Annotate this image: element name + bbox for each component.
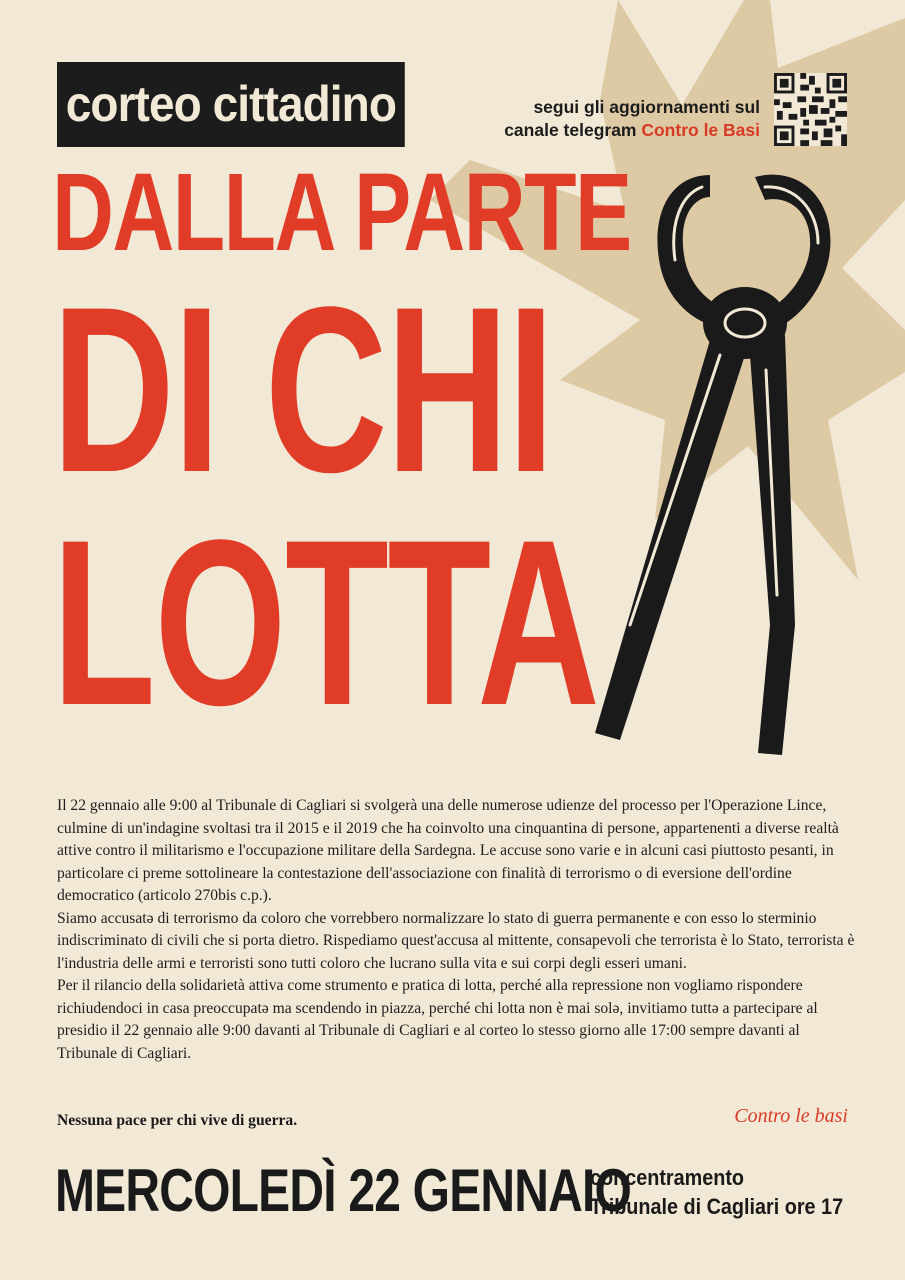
event-date: MERCOLEDÌ 22 GENNAIO (55, 1157, 632, 1224)
signature: Contro le basi (734, 1105, 848, 1127)
headline-line-3: LOTTA (52, 491, 599, 755)
pliers-illustration (560, 155, 860, 765)
body-paragraph-3: Per il rilancio della solidarietà attiva come strumento e pratica di lotta, perché alla repressione non vogliamo rispondere richiudendoci in casa preoccupatə ma scendendo in piazza, perché chi lotta non è mai solə, invitiamo tuttə a partecipare al presidio il 22 gennaio alle 9:00 davanti al Tribunale di Cagliari e al corteo lo stesso giorno alle 17:00 sempre davanti al Tribunale di Cagliari. (57, 977, 818, 1062)
telegram-info (440, 96, 760, 142)
body-text (57, 795, 857, 1065)
telegram-line-2-prefix: canale telegram (504, 120, 642, 140)
meeting-point (590, 1163, 843, 1221)
telegram-channel-name: Contro le Basi (641, 120, 760, 140)
headline-line-2: DI CHI (52, 258, 554, 522)
meeting-line-1: concentramento (590, 1165, 745, 1190)
qr-code-icon[interactable] (774, 73, 847, 146)
body-paragraph-2: Siamo accusatə di terrorismo da coloro che vorrebbero normalizzare lo stato di guerra permanente e con esso lo sterminio indiscriminato di civili che si porta dietro. Rispediamo quest'accusa al mittente, consapevoli che terrorista è lo Stato, terrorista è l'industria delle armi e terroristi sono tutti coloro che lucrano sulla vita e sui corpi degli esseri umani. (57, 909, 855, 972)
closing-line: Nessuna pace per chi vive di guerra. (57, 1112, 298, 1129)
headline-line-1: DALLA PARTE (52, 151, 631, 274)
event-type-label: corteo cittadino (57, 62, 405, 147)
telegram-line-1: segui gli aggiornamenti sul (533, 97, 760, 117)
body-paragraph-1: Il 22 gennaio alle 9:00 al Tribunale di Cagliari si svolgerà una delle numerose udienze del processo per l'Operazione Lince, culmine di un'indagine svoltasi tra il 2015 e il 2019 che ha coinvolto una cinquantina di persone, appartenenti a diverse realtà attive contro il militarismo e l'occupazione militare della Sardegna. Le accuse sono varie e in alcuni casi piuttosto pesanti, in particolare ci preme sottolineare la contestazione dell'associazione con finalità di terrorismo o di eversione dell'ordine democratico (articolo 270bis c.p.). (57, 797, 839, 904)
meeting-line-2: Tribunale di Cagliari ore 17 (590, 1194, 844, 1219)
telegram-line-2 (440, 119, 760, 142)
